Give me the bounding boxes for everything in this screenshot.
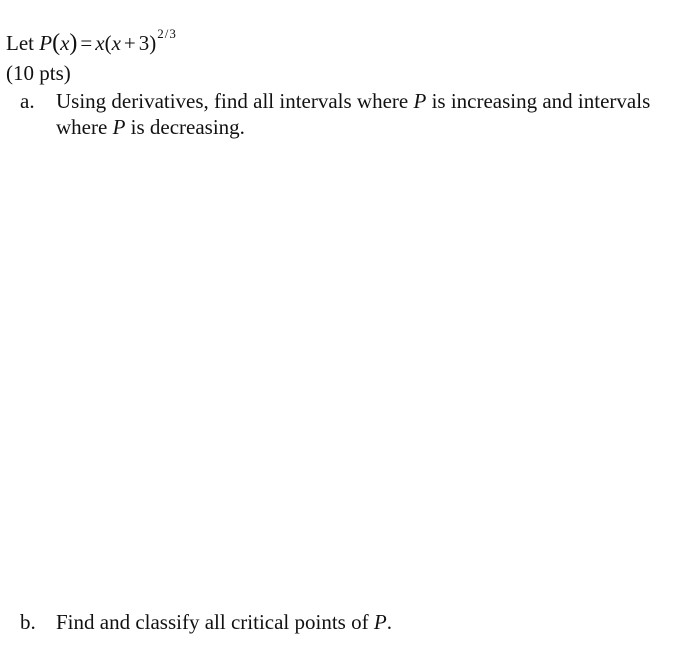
function-variable: x [60, 31, 70, 55]
points-label: (10 pts) [6, 61, 71, 85]
part-a-continuation [56, 114, 245, 140]
function-definition: $P(x) = x(x + 3)^{2/3}$ [39, 26, 177, 56]
constant: 3 [138, 31, 150, 55]
problem-statement [6, 26, 177, 59]
base-variable: x [111, 31, 121, 55]
plus-sign: + [123, 31, 136, 55]
intro-word: Let [6, 31, 34, 55]
part-a-text-3: where [56, 115, 113, 139]
part-b-text-2: . [386, 610, 392, 634]
part-a-text-1: Using derivatives, find all intervals where [56, 89, 414, 113]
factor-x: x [95, 31, 105, 55]
exponent: 2/3 [157, 26, 177, 41]
part-a-marker: a. [20, 89, 35, 113]
part-a-text-4: is decreasing. [125, 115, 245, 139]
part-a-symbol-1: P [413, 89, 427, 113]
function-name: P [39, 31, 53, 55]
part-b-text-1: Find and classify all critical points of [56, 610, 374, 634]
part-b-symbol: P [373, 610, 387, 634]
close-paren: ) [69, 30, 78, 56]
part-a-text-2: is increasing and intervals [426, 89, 651, 113]
part-a-symbol-2: P [112, 115, 126, 139]
open-paren: ( [52, 30, 61, 56]
part-b-marker: b. [20, 610, 36, 634]
part-b [20, 609, 392, 635]
equals-sign: = [80, 31, 93, 55]
part-a [20, 88, 650, 114]
